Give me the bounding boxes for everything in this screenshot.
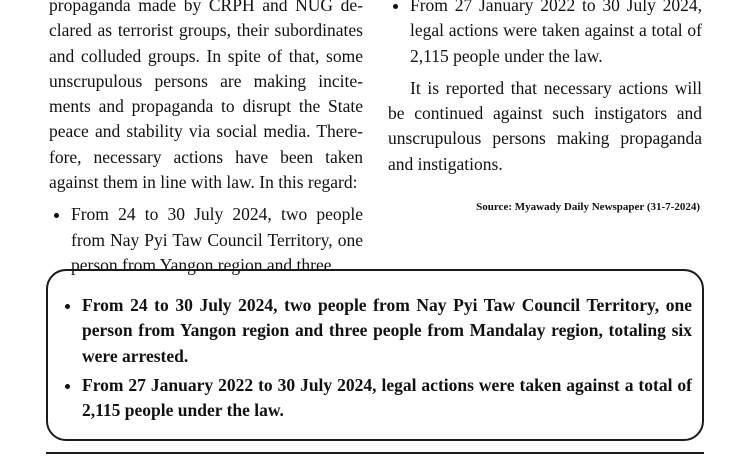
list-item: • From 24 to 30 July 2024, two people from Nay Pyi Taw Council Territory, one person from Yangon region and three xyxy=(71,202,363,278)
divider-line xyxy=(46,452,704,454)
right-bullet-list xyxy=(388,0,702,69)
list-item: • From 24 to 30 July 2024, two people from Nay Pyi Taw Council Territory, one person from Yangon region and three people from Mandalay region, totaling six were arrested. xyxy=(82,293,692,369)
right-paragraph: It is reported that necessary actions will be continued against such instigators and unscrupulous persons making propaganda and instigations. xyxy=(388,77,702,174)
summary-callout-box xyxy=(46,269,704,441)
source-citation: Source: Myawady Daily Newspaper (31-7-2024) xyxy=(476,201,700,213)
list-item: • From 27 January 2022 to 30 July 2024, legal actions were taken against a total of 2,115 people under the law. xyxy=(82,373,692,424)
right-column xyxy=(388,0,702,177)
left-paragraph: propaganda made by CRPH and NUG de-clared as terrorist groups, their subordinates and colluded groups. In spite of that, some unscrupulous persons are making incite-ments and propaganda to disrupt the State peace and stability via social media. There-fore, necessary actions have been taken against them in line with law. In this regard: xyxy=(49,0,363,193)
left-bullet-list xyxy=(49,202,363,278)
callout-bullet-list xyxy=(58,293,692,423)
list-item: • From 27 January 2022 to 30 July 2024, legal actions were taken against a total of 2,115 people under the law. xyxy=(410,0,702,69)
left-column xyxy=(49,0,363,278)
